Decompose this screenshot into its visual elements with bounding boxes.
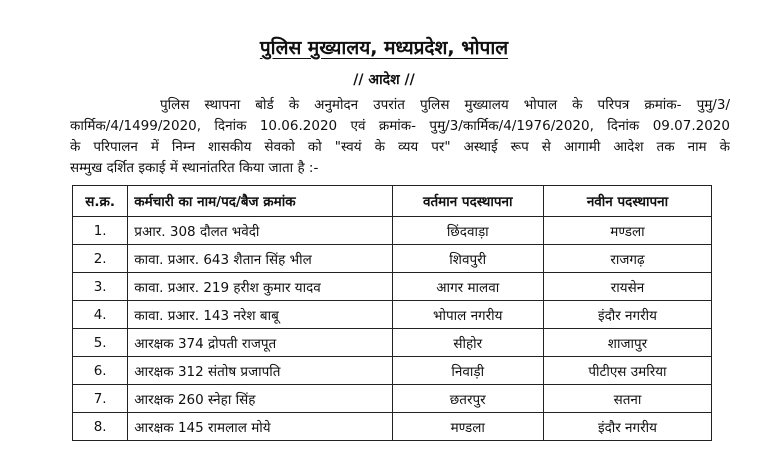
cell-serial: 8.: [73, 413, 128, 441]
cell-new-posting: इंदौर नगरीय: [543, 413, 711, 441]
cell-new-posting: इंदौर नगरीय: [543, 301, 711, 329]
document-header: [0, 34, 768, 60]
order-body: [70, 95, 730, 179]
cell-employee: कावा. प्रआर. 643 शैतान सिंह भील: [128, 245, 392, 273]
cell-serial: 7.: [73, 385, 128, 413]
order-title: // आदेश //: [353, 72, 415, 88]
table-row: [73, 301, 712, 329]
table-row: [73, 385, 712, 413]
cell-employee: आरक्षक 145 रामलाल मोये: [128, 413, 392, 441]
table-row: [73, 217, 712, 245]
header-serial: स.क्र.: [73, 186, 128, 217]
cell-serial: 2.: [73, 245, 128, 273]
cell-employee: आरक्षक 260 स्नेहा सिंह: [128, 385, 392, 413]
table-row: [73, 245, 712, 273]
body-line: सम्मुख दर्शित इकाई में स्थानांतरित किया जाता है :-: [70, 160, 319, 176]
cell-new-posting: रायसेन: [543, 273, 711, 301]
table-row: [73, 273, 712, 301]
cell-current-posting: मण्डला: [392, 413, 543, 441]
cell-employee: प्रआर. 308 दौलत भवेदी: [128, 217, 392, 245]
cell-current-posting: भोपाल नगरीय: [392, 301, 543, 329]
cell-new-posting: पीटीएस उमरिया: [543, 357, 711, 385]
cell-current-posting: शिवपुरी: [392, 245, 543, 273]
cell-current-posting: छिंदवाड़ा: [392, 217, 543, 245]
header-new-posting: नवीन पदस्थापना: [543, 186, 711, 217]
cell-current-posting: सीहोर: [392, 329, 543, 357]
header-current-posting: वर्तमान पदस्थापना: [392, 186, 543, 217]
table-header-row: [73, 186, 712, 217]
cell-serial: 1.: [73, 217, 128, 245]
cell-current-posting: आगर मालवा: [392, 273, 543, 301]
cell-employee: आरक्षक 374 द्रोपती राजपूत: [128, 329, 392, 357]
cell-current-posting: निवाड़ी: [392, 357, 543, 385]
cell-serial: 5.: [73, 329, 128, 357]
cell-serial: 6.: [73, 357, 128, 385]
body-line: के परिपालन में निम्न शासकीय सेवको को "स्वयं के व्यय पर" अस्थाई रूप से आगामी आदेश तक नाम के: [70, 139, 730, 155]
header-text: पुलिस मुख्यालय, मध्यप्रदेश, भोपाल: [259, 37, 509, 59]
cell-serial: 4.: [73, 301, 128, 329]
cell-current-posting: छतरपुर: [392, 385, 543, 413]
body-line: पुलिस स्थापना बोर्ड के अनुमोदन उपरांत पुलिस मुख्यालय भोपाल के परिपत्र क्रमांक- पुमु/3/: [160, 97, 730, 113]
cell-new-posting: राजगढ़: [543, 245, 711, 273]
body-line: कार्मिक/4/1499/2020, दिनांक 10.06.2020 एवं क्रमांक- पुमु/3/कार्मिक/4/1976/2020, दिनांक 09.07.2020: [70, 118, 730, 134]
cell-employee: आरक्षक 312 संतोष प्रजापति: [128, 357, 392, 385]
cell-employee: कावा. प्रआर. 143 नरेश बाबू: [128, 301, 392, 329]
table-row: [73, 329, 712, 357]
cell-new-posting: मण्डला: [543, 217, 711, 245]
cell-new-posting: शाजापुर: [543, 329, 711, 357]
table-row: [73, 357, 712, 385]
cell-employee: कावा. प्रआर. 219 हरीश कुमार यादव: [128, 273, 392, 301]
cell-new-posting: सतना: [543, 385, 711, 413]
header-employee: कर्मचारी का नाम/पद/बैज क्रमांक: [128, 186, 392, 217]
transfer-table: [72, 185, 712, 441]
cell-serial: 3.: [73, 273, 128, 301]
table-row: [73, 413, 712, 441]
